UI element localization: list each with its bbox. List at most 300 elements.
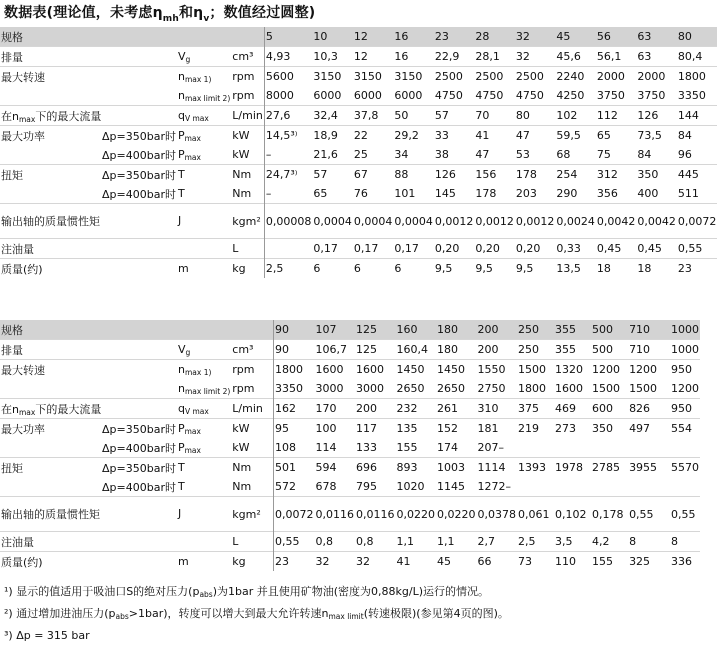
row-unit: L (231, 532, 273, 552)
table-cell: 45,6 (555, 47, 596, 67)
row-condition: Δp=400bar时 (102, 441, 176, 455)
table-cell: 181 (477, 419, 518, 439)
table-cell: 101 (394, 187, 416, 200)
table-cell: 47 (475, 148, 490, 161)
row-label: 质量(约) (0, 552, 101, 572)
table-cell: 13,5 (555, 259, 596, 279)
table-cell: 117 (355, 419, 396, 439)
size-header: 10 (312, 27, 353, 47)
table-cell: 0,0004 (353, 204, 394, 239)
table-cell: 0,55 (677, 239, 717, 259)
row-condition (101, 360, 177, 380)
table-cell: 1800 (677, 67, 717, 87)
table-cell: 1020 (396, 480, 425, 493)
table-cell: 0,0004 (393, 204, 434, 239)
size-header: 16 (393, 27, 434, 47)
row-unit: kW (232, 148, 250, 161)
row-condition (101, 239, 177, 259)
table-cell: 8000 (264, 86, 312, 106)
row-condition: Δp=400bar时 (102, 187, 176, 201)
table-cell: 32,4 (312, 106, 353, 126)
size-header: 32 (515, 27, 556, 47)
table-cell: 4,2 (591, 532, 628, 552)
table-cell: 2240 (555, 67, 596, 87)
table-cell: 0,20 (434, 239, 475, 259)
table-cell: 356 (596, 187, 618, 200)
table-cell: 18,9 (312, 126, 353, 146)
table-cell: 76 (353, 187, 368, 200)
table-cell: 21,6 (313, 148, 338, 161)
table-cell: 554 (670, 419, 700, 439)
table-cell: 135 (396, 419, 437, 439)
table-cell: 18 (636, 259, 677, 279)
table-cell: 594 (315, 458, 356, 478)
table-cell: 2000 (636, 67, 677, 87)
table-cell: 2650 (396, 382, 425, 395)
table-cell (670, 477, 700, 497)
table-cell: 33 (434, 126, 475, 146)
table-cell: 312 (596, 165, 637, 185)
table-cell: 73,5 (636, 126, 677, 146)
table-cell: 310 (477, 399, 518, 419)
table-cell: 0,17 (393, 239, 434, 259)
table-cell: 152 (436, 419, 477, 439)
table-cell: 2,5 (264, 259, 312, 279)
table-cell: 1200 (628, 360, 670, 380)
table-row (0, 239, 717, 259)
table-cell: 0,17 (353, 239, 394, 259)
size-header: 500 (591, 320, 628, 340)
size-header: 80 (677, 27, 717, 47)
table-cell: 0,55 (628, 497, 670, 532)
row-unit: rpm (231, 67, 264, 87)
table-cell: 96 (677, 148, 692, 161)
table-cell: 102 (555, 106, 596, 126)
row-label: 输出轴的质量惯性矩 (0, 497, 101, 532)
table-cell: 4750 (515, 89, 544, 102)
size-header: 1000 (670, 320, 700, 340)
table-row (0, 47, 717, 67)
table-cell: 1600 (315, 360, 356, 380)
table-cell: 125 (355, 340, 396, 360)
header-label: 规格 (0, 27, 264, 47)
table-cell: 9,5 (434, 259, 475, 279)
row-unit: L/min (231, 399, 273, 419)
table-cell: 155 (396, 441, 418, 454)
table-cell: 1393 (517, 458, 554, 478)
row-unit: Nm (231, 458, 273, 478)
row-symbol: $n_{max limit 2)}$ (177, 381, 231, 396)
table-cell: 0,0024 (555, 204, 596, 239)
table-cell: 1450 (396, 360, 437, 380)
table-cell: 16 (393, 47, 434, 67)
table-row (0, 86, 717, 106)
table-cell: 170 (315, 399, 356, 419)
table-cell: 2500 (474, 67, 515, 87)
footnote-1: ¹) 显示的值适用于吸油口S的绝对压力$(p_{abs})$为1bar 并且使用矿物油(密度为0,88kg/L)运行的情况。 (4, 585, 490, 599)
row-symbol: m (177, 259, 231, 279)
table-cell: 3150 (312, 67, 353, 87)
row-symbol: J (177, 497, 231, 532)
table-cell: 59,5 (555, 126, 596, 146)
size-header: 125 (355, 320, 396, 340)
table-cell: 41 (474, 126, 515, 146)
table-cell: 110 (554, 552, 591, 572)
table-cell: 5570 (670, 458, 700, 478)
table-cell: 950 (670, 399, 700, 419)
table-cell: 0,0042 (636, 204, 677, 239)
row-symbol: $P_{max}$ (177, 419, 231, 439)
row-condition: Δp=350bar时 (101, 458, 177, 478)
row-unit: rpm (232, 382, 255, 395)
table-cell: 22,9 (434, 47, 475, 67)
table-cell: 1500 (517, 360, 554, 380)
row-symbol: $q_{V max}$ (177, 399, 231, 419)
table-cell: 0,0116 (315, 497, 356, 532)
size-header: 355 (554, 320, 591, 340)
row-label: 扭矩 (0, 165, 101, 185)
table-cell: 3000 (356, 382, 385, 395)
row-symbol: m (177, 552, 231, 572)
table-cell: 0,061 (517, 497, 554, 532)
table-cell: 0,20 (474, 239, 515, 259)
row-unit: kgm² (231, 497, 273, 532)
table-cell: 6 (393, 259, 434, 279)
table-cell: 133 (356, 441, 378, 454)
row-condition (101, 204, 177, 239)
row-condition: Δp=400bar时 (102, 480, 176, 494)
table-header-row (0, 320, 700, 340)
table-cell: 350 (591, 419, 628, 439)
table-cell: 0,0378 (477, 497, 518, 532)
table-cell: 63 (636, 47, 677, 67)
table-row (0, 458, 700, 478)
row-symbol: J (177, 204, 231, 239)
table-cell: 273 (554, 419, 591, 439)
table-cell: 950 (670, 360, 700, 380)
row-condition (101, 340, 177, 360)
table-cell: 66 (477, 552, 518, 572)
row-unit: rpm (232, 89, 255, 102)
table-cell: 500 (591, 340, 628, 360)
table-header-row (0, 27, 717, 47)
table-cell: 90 (274, 340, 315, 360)
table-cell: 10,3 (312, 47, 353, 67)
size-header: 63 (636, 27, 677, 47)
table-cell: 67 (353, 165, 394, 185)
table-cell: 2,7 (477, 532, 518, 552)
table-cell: 0,0072 (677, 204, 717, 239)
row-label: 在$n_{max}$下的最大流量 (0, 399, 177, 419)
size-header: 710 (628, 320, 670, 340)
table-cell: 0,45 (596, 239, 637, 259)
size-header: 28 (474, 27, 515, 47)
table-cell: 445 (677, 165, 717, 185)
table-cell: 3750 (596, 89, 625, 102)
table-cell: 1600 (355, 360, 396, 380)
row-symbol: $n_{max 1)}$ (177, 360, 231, 380)
table-cell: 0,0042 (596, 204, 637, 239)
table-cell (517, 477, 554, 497)
table-cell: 350 (636, 165, 677, 185)
row-label (0, 145, 101, 165)
row-unit: Nm (232, 187, 252, 200)
table-cell: 290 (556, 187, 578, 200)
row-condition (101, 86, 177, 106)
table-cell: 0,55 (670, 497, 700, 532)
table-cell: 0,0012 (474, 204, 515, 239)
table-cell: 84 (637, 148, 652, 161)
table-cell: 38 (434, 148, 449, 161)
table-cell: 32 (315, 552, 356, 572)
size-header: 160 (396, 320, 437, 340)
table-cell: 57 (434, 106, 475, 126)
table-cell: 0,0012 (434, 204, 475, 239)
table-cell: 160,4 (396, 340, 437, 360)
table-cell: 18 (596, 259, 637, 279)
table-cell: 9,5 (515, 259, 556, 279)
table-cell: 469 (554, 399, 591, 419)
row-label: 扭矩 (0, 458, 101, 478)
table-cell: 95 (274, 419, 315, 439)
table-cell: 826 (628, 399, 670, 419)
table-cell: 1145 (437, 480, 466, 493)
table-row (0, 67, 717, 87)
table-cell: 0,0072 (274, 497, 315, 532)
table-cell: 65 (596, 126, 637, 146)
size-header: 200 (477, 320, 518, 340)
row-unit: kg (231, 259, 264, 279)
table-row (0, 259, 717, 279)
row-unit: cm³ (231, 47, 264, 67)
table-cell: 893 (396, 458, 437, 478)
table-cell: 3000 (315, 382, 344, 395)
row-label: 最大功率 (0, 126, 101, 146)
table-cell: 145 (434, 187, 456, 200)
size-header: 23 (434, 27, 475, 47)
table-cell: 2750 (477, 382, 506, 395)
table-cell (591, 477, 628, 497)
size-header: 12 (353, 27, 394, 47)
table-cell: 1,1 (396, 532, 437, 552)
table-cell: 144 (677, 106, 717, 126)
table-cell: 57 (312, 165, 353, 185)
table-cell: 106,7 (315, 340, 356, 360)
table-cell: 1,1 (436, 532, 477, 552)
table-cell: – (264, 145, 312, 165)
table-cell: 27,6 (264, 106, 312, 126)
row-symbol: $P_{max}$ (177, 147, 201, 162)
table-row (0, 497, 700, 532)
table-cell: 2000 (596, 67, 637, 87)
table-cell: 203 (515, 187, 537, 200)
row-condition (101, 532, 177, 552)
table-cell: 47 (515, 126, 556, 146)
row-label (0, 477, 101, 497)
table-cell: 108 (274, 438, 315, 458)
row-label: 注油量 (0, 239, 101, 259)
table-cell: 1200 (591, 360, 628, 380)
table-cell: 41 (396, 552, 437, 572)
table-cell (554, 477, 591, 497)
row-unit: L (231, 239, 264, 259)
table-cell: 1272– (477, 480, 512, 493)
table-cell (591, 438, 628, 458)
row-unit: Nm (231, 165, 264, 185)
table-cell: 3150 (393, 67, 434, 87)
row-label: 最大转速 (0, 67, 101, 87)
table-cell: 4750 (434, 89, 463, 102)
table-cell: 400 (637, 187, 659, 200)
table-cell: 375 (517, 399, 554, 419)
table-cell (554, 438, 591, 458)
table-cell (628, 438, 670, 458)
row-symbol: T (177, 186, 185, 200)
table-cell: 501 (274, 458, 315, 478)
table-cell: 80,4 (677, 47, 717, 67)
row-label: 最大转速 (0, 360, 101, 380)
table-cell: 70 (474, 106, 515, 126)
table-cell: 6000 (394, 89, 423, 102)
table-cell: 0,0220 (396, 497, 437, 532)
table-cell: 53 (515, 148, 530, 161)
table-row (0, 399, 700, 419)
row-symbol: $P_{max}$ (177, 126, 231, 146)
table-cell: 1978 (554, 458, 591, 478)
table-cell: 0,0004 (312, 204, 353, 239)
table-row (0, 204, 717, 239)
row-condition (101, 67, 177, 87)
table-cell: 3955 (628, 458, 670, 478)
table-cell: 84 (677, 126, 717, 146)
table-cell: 37,8 (353, 106, 394, 126)
size-header: 90 (274, 320, 315, 340)
table-cell: 1500 (592, 382, 621, 395)
table-cell: 4750 (475, 89, 504, 102)
table-row (0, 379, 700, 399)
table-cell (264, 239, 312, 259)
table-cell: 45 (436, 552, 477, 572)
table-cell: 572 (274, 477, 315, 497)
table-cell: 50 (393, 106, 434, 126)
row-label: 最大功率 (0, 419, 101, 439)
table-cell: 2500 (515, 67, 556, 87)
row-condition: Δp=350bar时 (101, 126, 177, 146)
table-cell (670, 438, 700, 458)
table-cell: – (264, 184, 312, 204)
table-cell: 207– (477, 441, 505, 454)
table-cell: 219 (517, 419, 554, 439)
table-row (0, 552, 700, 572)
table-row (0, 438, 700, 458)
row-label: 在$n_{max}$下的最大流量 (0, 106, 177, 126)
table-row (0, 532, 700, 552)
row-symbol (177, 239, 231, 259)
row-condition: Δp=400bar时 (102, 148, 176, 162)
row-unit: Nm (232, 480, 252, 493)
size-header: 45 (555, 27, 596, 47)
table-cell: 8 (670, 532, 700, 552)
table-cell: 34 (394, 148, 409, 161)
table-cell: 325 (628, 552, 670, 572)
table-cell: 0,0220 (436, 497, 477, 532)
row-label (0, 184, 101, 204)
table-cell: 6000 (313, 89, 342, 102)
table-cell: 0,45 (636, 239, 677, 259)
table-cell: 100 (315, 419, 356, 439)
table-cell: 0,33 (555, 239, 596, 259)
row-symbol: T (177, 165, 231, 185)
table-cell: 5600 (264, 67, 312, 87)
table-cell: 24,7³⁾ (264, 165, 312, 185)
size-header: 107 (315, 320, 356, 340)
table-cell: 68 (556, 148, 571, 161)
table-cell: 3150 (353, 67, 394, 87)
row-label: 输出轴的质量惯性矩 (0, 204, 101, 239)
table-row (0, 419, 700, 439)
table-cell: 80 (515, 106, 556, 126)
row-condition (101, 552, 177, 572)
row-unit: L/min (231, 106, 264, 126)
table-cell: 156 (474, 165, 515, 185)
table-cell: 0,00008 (264, 204, 312, 239)
row-label: 排量 (0, 340, 101, 360)
footnote-3: ³) Δp = 315 bar (4, 629, 90, 642)
table-row (0, 106, 717, 126)
table-cell: 0,55 (274, 532, 315, 552)
table-cell: 3,5 (554, 532, 591, 552)
table-cell: 9,5 (474, 259, 515, 279)
row-label: 注油量 (0, 532, 101, 552)
table-cell: 32 (515, 47, 556, 67)
table-cell: 1550 (477, 360, 518, 380)
table-row (0, 477, 700, 497)
table-cell: 1000 (670, 340, 700, 360)
table-cell: 1200 (671, 382, 699, 395)
table-cell: 8 (628, 532, 670, 552)
table-cell: 178 (515, 165, 556, 185)
table-cell: 795 (356, 480, 378, 493)
row-symbol (177, 532, 231, 552)
row-condition (101, 497, 177, 532)
row-label (0, 86, 101, 106)
table-cell: 3350 (274, 379, 315, 399)
table-cell: 180 (436, 340, 477, 360)
footnote-2: ²) 通过增加进油压力$(p_{abs}>1bar)$，转度可以增大到最大允许转速$n_{max limit}$(转速极限)(参见第4页的图)。 (4, 607, 509, 621)
row-label: 排量 (0, 47, 101, 67)
row-symbol: T (177, 458, 231, 478)
table-cell: 0,178 (591, 497, 628, 532)
spec-table-2 (0, 320, 700, 571)
table-cell: 25 (353, 148, 368, 161)
table-row (0, 184, 717, 204)
row-label (0, 438, 101, 458)
table-cell: 0,20 (515, 239, 556, 259)
size-header: 250 (517, 320, 554, 340)
row-symbol: $V_g$ (177, 340, 231, 360)
table-cell: 0,102 (554, 497, 591, 532)
table-cell: 155 (591, 552, 628, 572)
table-row (0, 145, 717, 165)
row-symbol: $P_{max}$ (177, 440, 201, 455)
table-cell: 1003 (436, 458, 477, 478)
table-cell: 710 (628, 340, 670, 360)
table-cell: 14,5³⁾ (264, 126, 312, 146)
table-cell: 200 (477, 340, 518, 360)
table-cell: 261 (436, 399, 477, 419)
row-unit: kW (231, 419, 273, 439)
table-cell: 56,1 (596, 47, 637, 67)
